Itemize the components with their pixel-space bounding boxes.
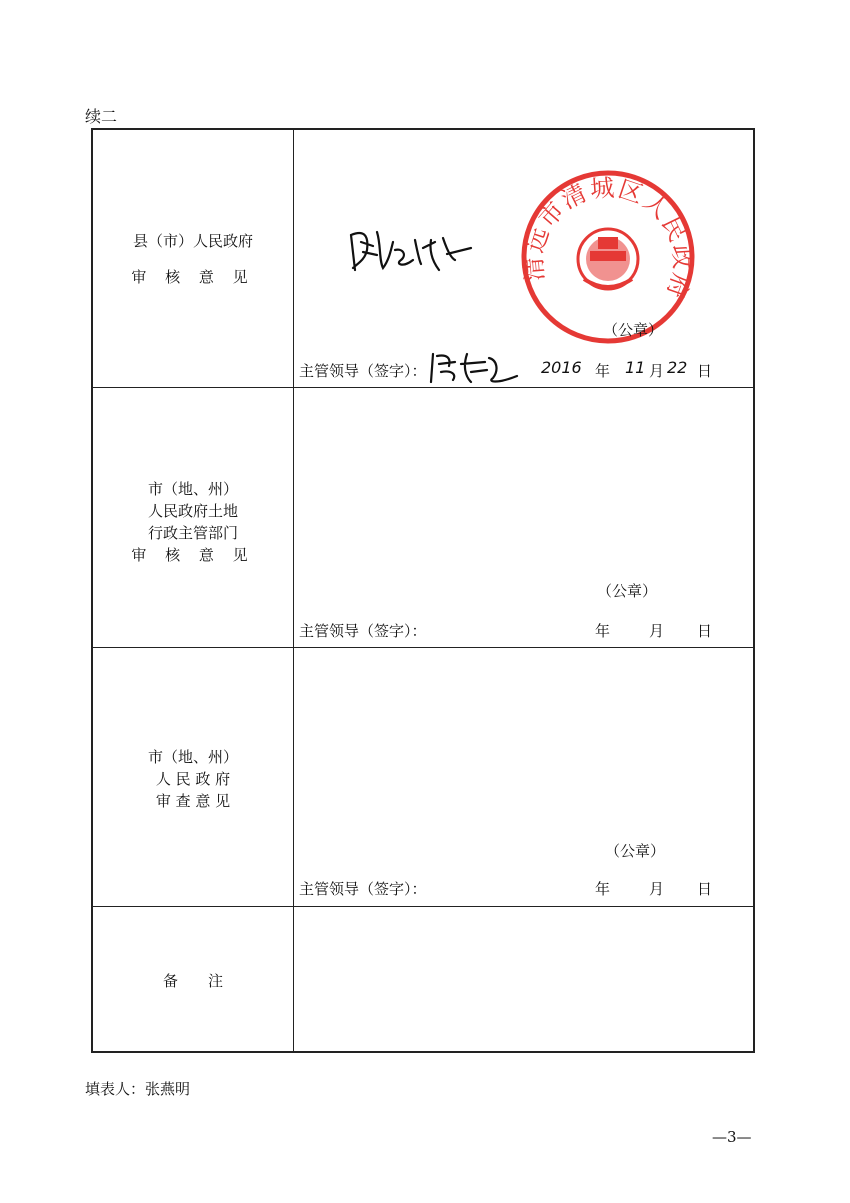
- seal-note: （公章）: [605, 842, 666, 860]
- seal-note: （公章）: [603, 321, 664, 339]
- approval-form-table: [91, 128, 755, 1053]
- day-label: 日: [697, 622, 713, 640]
- row-divider: [93, 387, 753, 388]
- handwritten-year: 2016: [541, 358, 582, 377]
- day-label: 日: [697, 880, 713, 898]
- handwritten-month: 11: [625, 358, 646, 377]
- remarks-label: 备 注: [162, 972, 223, 990]
- supervisor-signature-label: 主管领导（签字）：: [299, 362, 427, 380]
- supervisor-signature-label: 主管领导（签字）：: [299, 880, 427, 898]
- form-filler: 填表人：张燕明: [85, 1080, 191, 1098]
- year-label: 年: [595, 362, 611, 380]
- land-admin-label: 市（地、州） 人民政府土地 行政主管部门 审 核 意 见: [131, 480, 255, 564]
- year-label: 年: [595, 622, 611, 640]
- day-label: 日: [697, 362, 713, 380]
- column-divider: [293, 130, 294, 1051]
- seal-note: （公章）: [597, 582, 658, 600]
- page-number: —3—: [712, 1128, 752, 1146]
- year-label: 年: [595, 880, 611, 898]
- month-label: 月: [649, 880, 665, 898]
- seal-text: 清远市清城区人民政府: [519, 173, 697, 304]
- month-label: 月: [649, 362, 665, 380]
- city-review-label: 市（地、州） 人 民 政 府 审 查 意 见: [147, 748, 238, 810]
- row-divider: [93, 647, 753, 648]
- county-government-label: 县（市）人民政府 审 核 意 见: [131, 232, 255, 286]
- month-label: 月: [649, 622, 665, 640]
- row-divider: [93, 906, 753, 907]
- handwritten-signature: [427, 348, 527, 388]
- form-heading: 续二: [85, 107, 118, 126]
- supervisor-signature-label: 主管领导（签字）：: [299, 622, 427, 640]
- handwritten-opinion: [343, 220, 483, 290]
- handwritten-day: 22: [667, 358, 688, 377]
